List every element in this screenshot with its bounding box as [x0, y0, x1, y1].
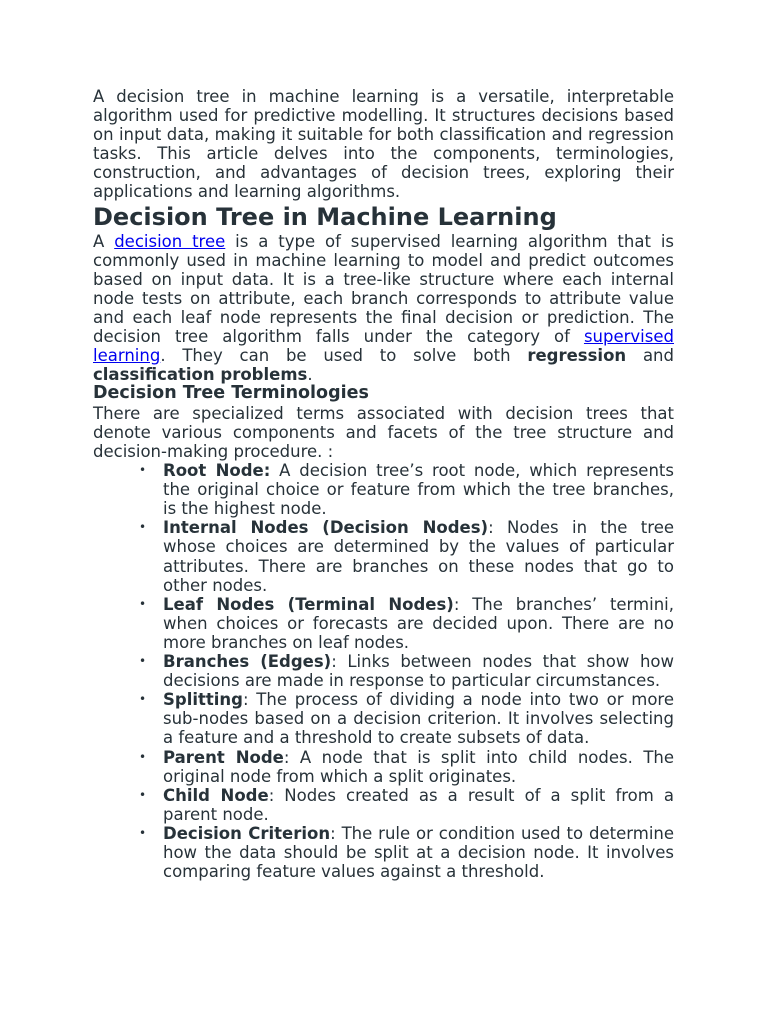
decision-tree-link[interactable]: decision tree [114, 231, 226, 251]
intro-paragraph: A decision tree in machine learning is a versatile, interpretable algorithm used for predictive modelling. It structures decisions based on input data, making it suitable for both classification and regression tasks. This article delves into the components, terminologies, construction, and advantages of decision trees, exploring their applications and learning algorithms. [93, 87, 674, 202]
article-body [93, 87, 674, 881]
bold-classification: classification problems [93, 365, 308, 385]
bullet-icon: • [139, 520, 147, 535]
bold-regression: regression [527, 346, 627, 366]
list-item: • Child Node: Nodes created as a result of a split from a parent node. [139, 785, 675, 824]
list-item: • Root Node: A decision tree’s root node, which represents the original choice or feature from which the tree branches, is the highest node. [139, 461, 674, 519]
terminology-list [93, 461, 674, 881]
bullet-icon: • [139, 463, 147, 478]
section-title-terminologies: Decision Tree Terminologies [93, 383, 369, 404]
list-item: • Parent Node: A node that is split into child nodes. The original node from which a split originates. [139, 747, 675, 786]
bullet-icon: • [139, 654, 147, 669]
bullet-icon: • [139, 596, 147, 611]
bullet-icon: • [139, 825, 147, 840]
bullet-icon: • [139, 692, 147, 707]
list-item: • Branches (Edges): Links between nodes that show how decisions are made in response to particular circumstances. [139, 652, 674, 691]
list-item: • Internal Nodes (Decision Nodes): Nodes in the tree whose choices are determined by the values of particular attributes. There are branches on these nodes that go to other nodes. [139, 518, 674, 595]
list-item: • Leaf Nodes (Terminal Nodes): The branches’ termini, when choices or forecasts are decided upon. There are no more branches on leaf nodes. [139, 594, 674, 652]
terminologies-intro: There are specialized terms associated with decision trees that denote various components and facets of the tree structure and decision-making procedure. : [93, 403, 674, 461]
list-item: • Decision Criterion: The rule or condition used to determine how the data should be split at a decision node. It involves comparing feature values against a threshold. [139, 823, 675, 882]
list-item: • Splitting: The process of dividing a node into two or more sub-nodes based on a decision criterion. It involves selecting a feature and a threshold to create subsets of data. [139, 690, 674, 748]
section-title-decision-tree: Decision Tree in Machine Learning [93, 202, 557, 231]
bullet-icon: • [139, 787, 147, 802]
definition-paragraph: A decision tree is a type of supervised learning algorithm that is commonly used in machine learning to model and predict outcomes based on input data. It is a tree-like structure where each internal node tests on attribute, each branch corresponds to attribute value and each leaf node represents the final decision or prediction. The decision tree algorithm falls under the category of supervised learning. They can be used to solve both regression and classification problems. [93, 231, 675, 385]
supervised-learning-link[interactable]: supervised learning [93, 327, 674, 366]
bullet-icon: • [139, 749, 147, 764]
